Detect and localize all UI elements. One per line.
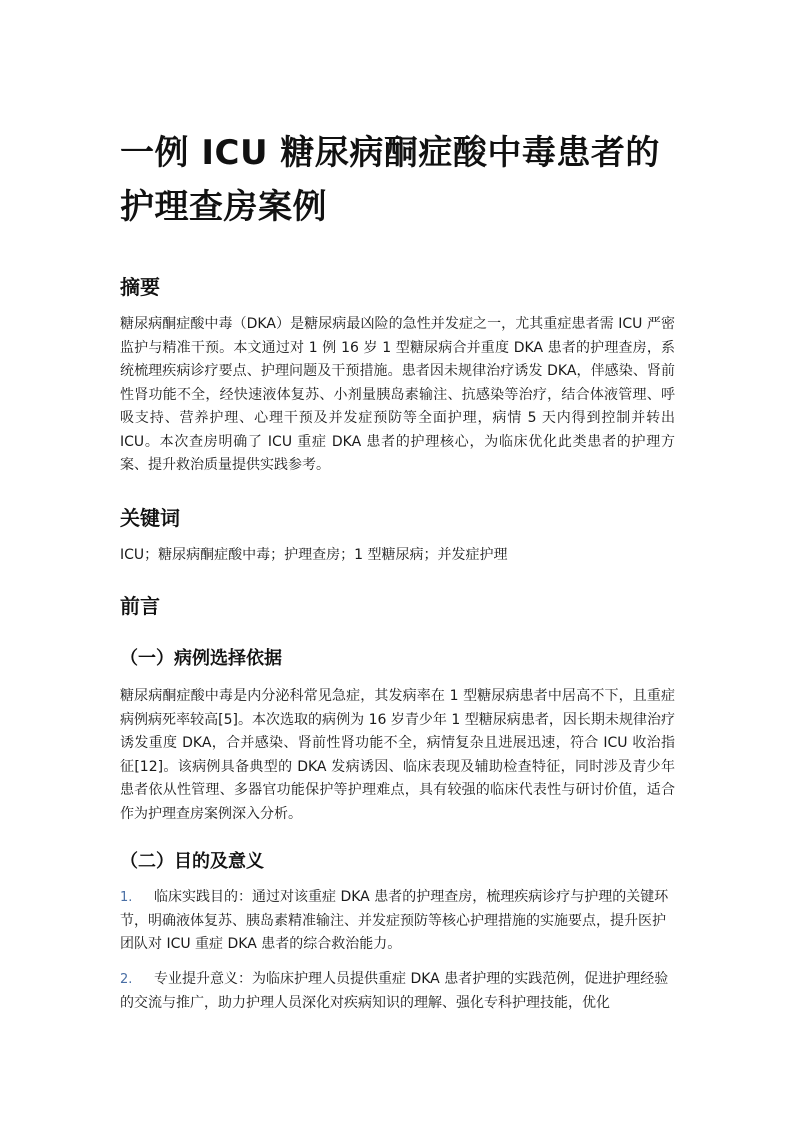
list-item-text: 临床实践目的：通过对该重症 DKA 患者的护理查房，梳理疾病诊疗与护理的关键环节，明确液体复苏、胰岛素精准输注、并发症预防等核心护理措施的实施要点，提升医护团队对 ICU 重症 DKA 患者的综合救治能力。 bbox=[120, 889, 669, 952]
section-1-heading: （一）病例选择依据 bbox=[120, 648, 282, 669]
section-2-heading: （二）目的及意义 bbox=[120, 851, 264, 872]
abstract-heading: 摘要 bbox=[120, 275, 160, 299]
list-item bbox=[120, 886, 675, 957]
abstract-text: 糖尿病酮症酸中毒（DKA）是糖尿病最凶险的急性并发症之一，尤其重症患者需 ICU 严密监护与精准干预。本文通过对 1 例 16 岁 1 型糖尿病合并重度 DKA 患者的护理查房，系统梳理疾病诊疗要点、护理问题及干预措施。患者因未规律治疗诱发 DKA，伴感染、肾前性肾功能不全，经快速液体复苏、小剂量胰岛素输注、抗感染等治疗，结合体液管理、呼吸支持、营养护理、心理干预及并发症预防等全面护理，病情 5 天内得到控制并转出 ICU。本次查房明确了 ICU 重症 DKA 患者的护理核心，为临床优化此类患者的护理方案、提升救治质量提供实践参考。 bbox=[120, 316, 675, 473]
preface-heading: 前言 bbox=[120, 594, 160, 618]
page-title: 一例 ICU 糖尿病酮症酸中毒患者的护理查房案例 bbox=[120, 133, 660, 227]
keywords-text: ICU；糖尿病酮症酸中毒；护理查房；1 型糖尿病；并发症护理 bbox=[120, 547, 508, 563]
list-item-number: 2. bbox=[120, 972, 133, 987]
list-item bbox=[120, 968, 675, 1015]
section-1-text: 糖尿病酮症酸中毒是内分泌科常见急症，其发病率在 1 型糖尿病患者中居高不下，且重症病例病死率较高[5]。本次选取的病例为 16 岁青少年 1 型糖尿病患者，因长期未规律治疗诱发重度 DKA，合并感染、肾前性肾功能不全，病情复杂且进展迅速，符合 ICU 收治指征[12]。该病例具备典型的 DKA 发病诱因、临床表现及辅助检查特征，同时涉及青少年患者依从性管理、多器官功能保护等护理难点，具有较强的临床代表性与研讨价值，适合作为护理查房案例深入分析。 bbox=[120, 688, 675, 822]
list-item-number: 1. bbox=[120, 890, 133, 905]
keywords-heading: 关键词 bbox=[120, 506, 180, 530]
list-item-text: 专业提升意义：为临床护理人员提供重症 DKA 患者护理的实践范例，促进护理经验的交流与推广，助力护理人员深化对疾病知识的理解、强化专科护理技能，优化 bbox=[120, 971, 669, 1011]
